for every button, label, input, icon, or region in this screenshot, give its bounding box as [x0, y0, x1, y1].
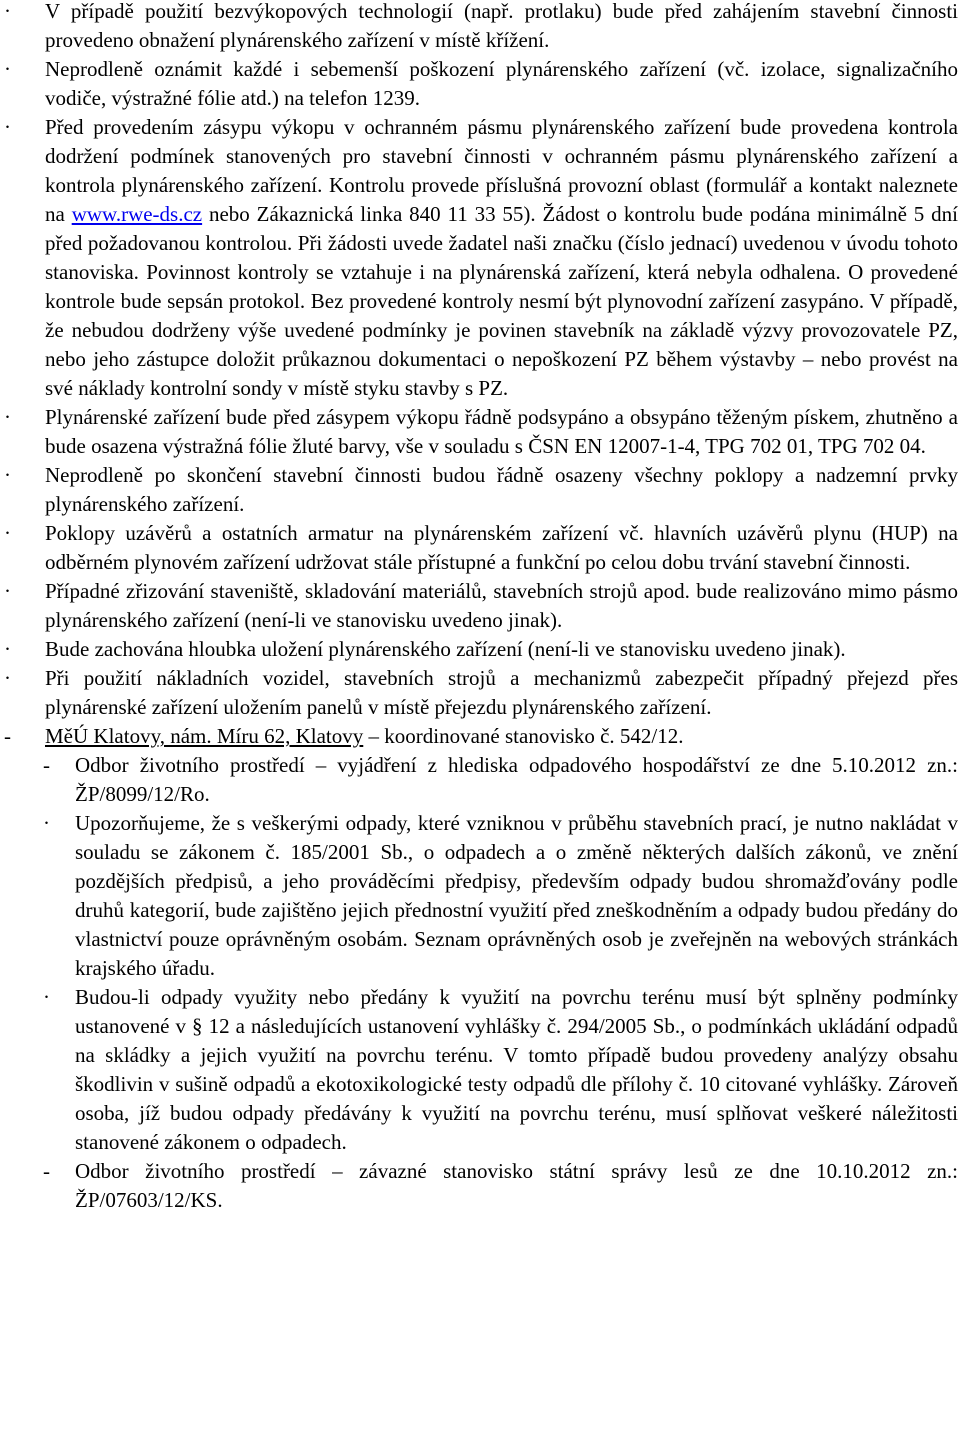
- bullet-osazeni-poklopu: [0, 461, 958, 519]
- bullet-marker: ·: [4, 405, 11, 429]
- bullet-text-after-link: nebo Zákaznická linka 840 11 33 55). Žádost o kontrolu bude podána minimálně 5 dní před požadovanou kontrolou. Při žádosti uvede žadatel naši značku (číslo jednací) uvedenou v úvodu tohoto stanoviska. Povinnost kontroly se vztahuje i na plynárenská zařízení, která nebyla odhalena. O provedené kontrole bude sepsán protokol. Bez provedené kontroly nesmí být plynovodní zařízení zasypáno. V případě, že nebudou dodrženy výše uvedené podmínky je povinen stavebník na základě výzvy provozovatele PZ, nebo jeho zástupce doložit průkaznou dokumentaci o nepoškození PZ během výstavby – nebo provést na své náklady kontrolní sondy v místě styku stavby s PZ.: [45, 202, 958, 400]
- bullet-staveniste: [0, 577, 958, 635]
- bullet-text: Bude zachována hloubka uložení plynárenského zařízení (není-li ve stanovisku uvedeno jinak).: [45, 637, 846, 661]
- odbor-zp-odpady-text: Odbor životního prostředí – vyjádření z hlediska odpadového hospodářství ze dne 5.10.2012 zn.: ŽP/8099/12/Ro.: [75, 753, 958, 806]
- dash-marker: -: [43, 753, 50, 777]
- bullet-text: Plynárenské zařízení bude před zásypem výkopu řádně podsypáno a obsypáno těženým pískem, zhutněno a bude osazena výstražná fólie žluté barvy, vše v souladu s ČSN EN 12007-1-4, TPG 702 01, TPG 702 04.: [45, 405, 958, 458]
- section-meu-klatovy: [0, 722, 958, 751]
- bullet-marker: ·: [4, 666, 11, 690]
- bullet-text: Případné zřizování staveniště, skladování materiálů, stavebních strojů apod. bude realizováno mimo pásmo plynárenského zařízení (není-li ve stanovisku uvedeno jinak).: [45, 579, 958, 632]
- meu-klatovy-underlined: MěÚ Klatovy, nám. Míru 62, Klatovy: [45, 724, 364, 748]
- bullet-text: Neprodleně oznámit každé i sebemenší poškození plynárenského zařízení (vč. izolace, signalizačního vodiče, výstražné fólie atd.) na telefon 1239.: [45, 57, 958, 110]
- bullet-kontrola-pred-zasypem: [0, 113, 958, 403]
- bullet-marker: ·: [43, 811, 50, 835]
- odbor-zp-lesy: [0, 1157, 958, 1215]
- bullet-marker: ·: [4, 579, 11, 603]
- dash-marker: -: [43, 1159, 50, 1183]
- bullet-marker: ·: [43, 985, 50, 1009]
- bullet-bezvykopove-technologie: [0, 0, 958, 55]
- meu-klatovy-text: – koordinované stanovisko č. 542/12.: [363, 724, 684, 748]
- bullet-oznameni-poskozeni: [0, 55, 958, 113]
- bullet-text: V případě použití bezvýkopových technologií (např. protlaku) bude před zahájením stavební činnosti provedeno obnažení plynárenského zařízení v místě křížení.: [45, 0, 958, 52]
- bullet-poklopy-uzaveru: [0, 519, 958, 577]
- bullet-marker: ·: [4, 521, 11, 545]
- bullet-prejezd-vozidel: [0, 664, 958, 722]
- bullet-text-before-link: Před provedením zásypu výkopu v ochranném pásmu plynárenského zařízení bude provedena kontrola dodržení podmínek stanovených pro stavební činnosti v ochranném pásmu plynárenského zařízení a kontrola plynárenského zařízení. Kontrolu provede příslušná provozní oblast (formulář a kontakt naleznete na: [45, 115, 958, 226]
- bullet-marker: ·: [4, 637, 11, 661]
- bullet-marker: ·: [4, 57, 11, 81]
- bullet-text: Upozorňujeme, že s veškerými odpady, které vzniknou v průběhu stavebních prací, je nutno nakládat v souladu se zákonem č. 185/2001 Sb., o odpadech a o změně některých dalších zákonů, ve znění pozdějších předpisů, a jeho prováděcími předpisy, především odpady budou shromažďovány podle druhů kategorií, bude zajištěno jejich přednostní využití před zneškodněním a odpady budou předány do vlastnictví pouze oprávněným osobám. Seznam oprávněných osob je zveřejněn na webových stránkách krajského úřadu.: [75, 811, 958, 980]
- bullet-odpady-nakladani: [0, 809, 958, 983]
- odbor-zp-odpady: [0, 751, 958, 809]
- bullet-hloubka-ulozeni: [0, 635, 958, 664]
- dash-marker: -: [4, 724, 11, 748]
- bullet-marker: ·: [4, 0, 11, 23]
- bullet-marker: ·: [4, 115, 11, 139]
- bullet-text: Budou-li odpady využity nebo předány k využití na povrchu terénu musí být splněny podmínky ustanovené v § 12 a následujících ustanovení vyhlášky č. 294/2005 Sb., o podmínkách ukládání odpadů na skládky a jejich využití na povrchu terénu. V tomto případě budou provedeny analýzy obsahu škodlivin v sušině odpadů a ekotoxikologické testy odpadů dle přílohy č. 10 citované vyhlášky. Zároveň osoba, jíž budou odpady předávány k využití na povrchu terénu, musí splňovat veškeré náležitosti stanovené zákonem o odpadech.: [75, 985, 958, 1154]
- bullet-text: Neprodleně po skončení stavební činnosti budou řádně osazeny všechny poklopy a nadzemní prvky plynárenského zařízení.: [45, 463, 958, 516]
- bullet-text: Poklopy uzávěrů a ostatních armatur na plynárenském zařízení vč. hlavních uzávěrů plynu (HUP) na odběrném plynovém zařízení udržovat stále přístupné a funkční po celou dobu trvání stavební činnosti.: [45, 521, 958, 574]
- bullet-obsyp-piskem: [0, 403, 958, 461]
- bullet-text: Při použití nákladních vozidel, stavebních strojů a mechanizmů zabezpečit případný přejezd přes plynárenské zařízení uložením panelů v místě přejezdu plynárenského zařízení.: [45, 666, 958, 719]
- bullet-odpady-vyuziti: [0, 983, 958, 1157]
- odbor-zp-lesy-text: Odbor životního prostředí – závazné stanovisko státní správy lesů ze dne 10.10.2012 zn.: ŽP/07603/12/KS.: [75, 1159, 958, 1212]
- bullet-marker: ·: [4, 463, 11, 487]
- rwe-ds-link[interactable]: www.rwe-ds.cz: [71, 202, 203, 226]
